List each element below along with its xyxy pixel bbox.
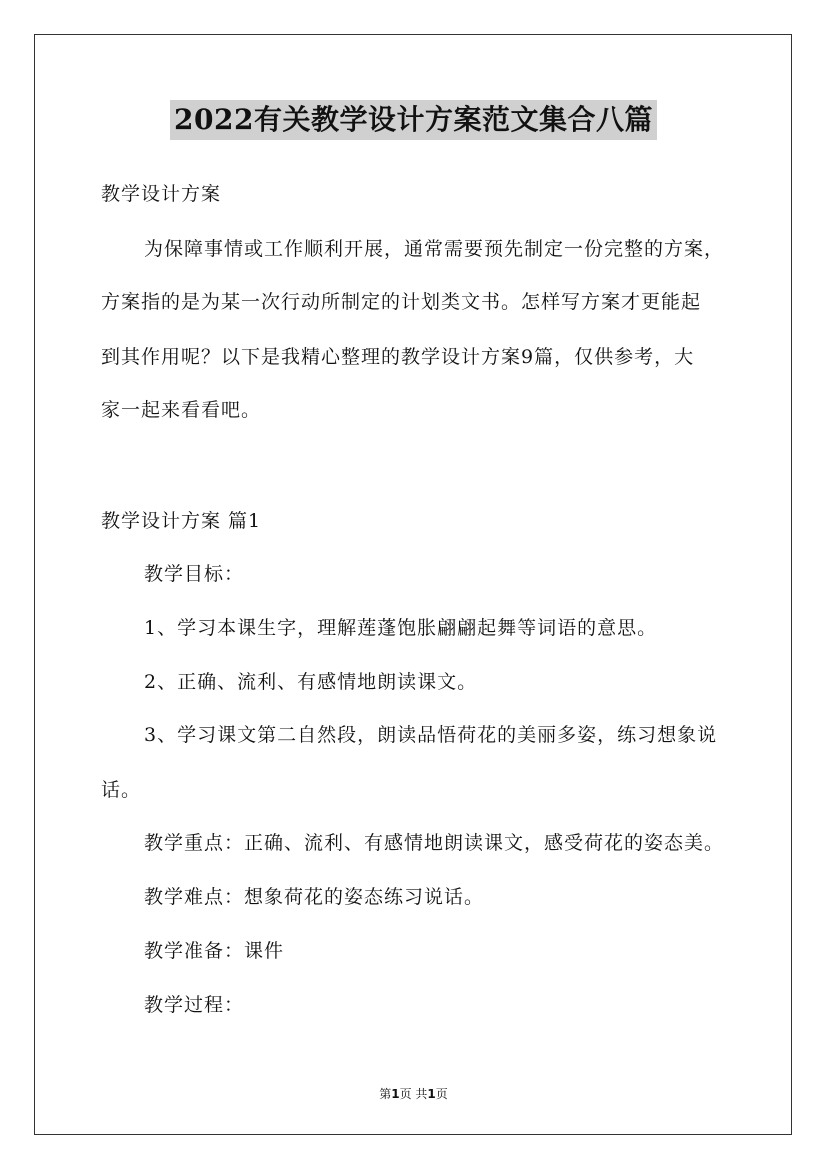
intro-line-4: 家一起来看看吧。	[101, 399, 262, 421]
intro-line-1: 为保障事情或工作顺利开展，通常需要预先制定一份完整的方案，	[144, 238, 725, 260]
objectives-label: 教学目标：	[144, 563, 245, 585]
section-heading: 教学设计方案	[101, 183, 222, 205]
objective-3-cont: 话。	[101, 779, 142, 801]
footer-prefix: 第	[379, 1087, 392, 1101]
title-container	[0, 100, 827, 140]
process: 教学过程：	[144, 994, 245, 1016]
objective-2: 2、正确、流利、有感情地朗读课文。	[144, 671, 478, 693]
part1-heading: 教学设计方案 篇1	[101, 510, 262, 532]
intro-line-3: 到其作用呢？以下是我精心整理的教学设计方案9篇，仅供参考，大	[101, 346, 695, 368]
document-title: 2022有关教学设计方案范文集合八篇	[170, 100, 657, 140]
key-point: 教学重点：正确、流利、有感情地朗读课文，感受荷花的姿态美。	[144, 832, 725, 854]
page-footer	[0, 1085, 827, 1102]
preparation: 教学准备：课件	[144, 940, 285, 962]
objective-3: 3、学习课文第二自然段，朗读品悟荷花的美丽多姿，练习想象说	[144, 724, 718, 746]
footer-page-current: 1	[391, 1087, 400, 1101]
footer-mid: 页 共	[399, 1087, 428, 1101]
intro-line-2: 方案指的是为某一次行动所制定的计划类文书。怎样写方案才更能起	[101, 291, 702, 313]
difficulty: 教学难点：想象荷花的姿态练习说话。	[144, 886, 485, 908]
objective-1: 1、学习本课生字，理解莲蓬饱胀翩翩起舞等词语的意思。	[144, 617, 658, 639]
footer-page-total: 1	[427, 1087, 436, 1101]
footer-suffix: 页	[435, 1087, 448, 1101]
